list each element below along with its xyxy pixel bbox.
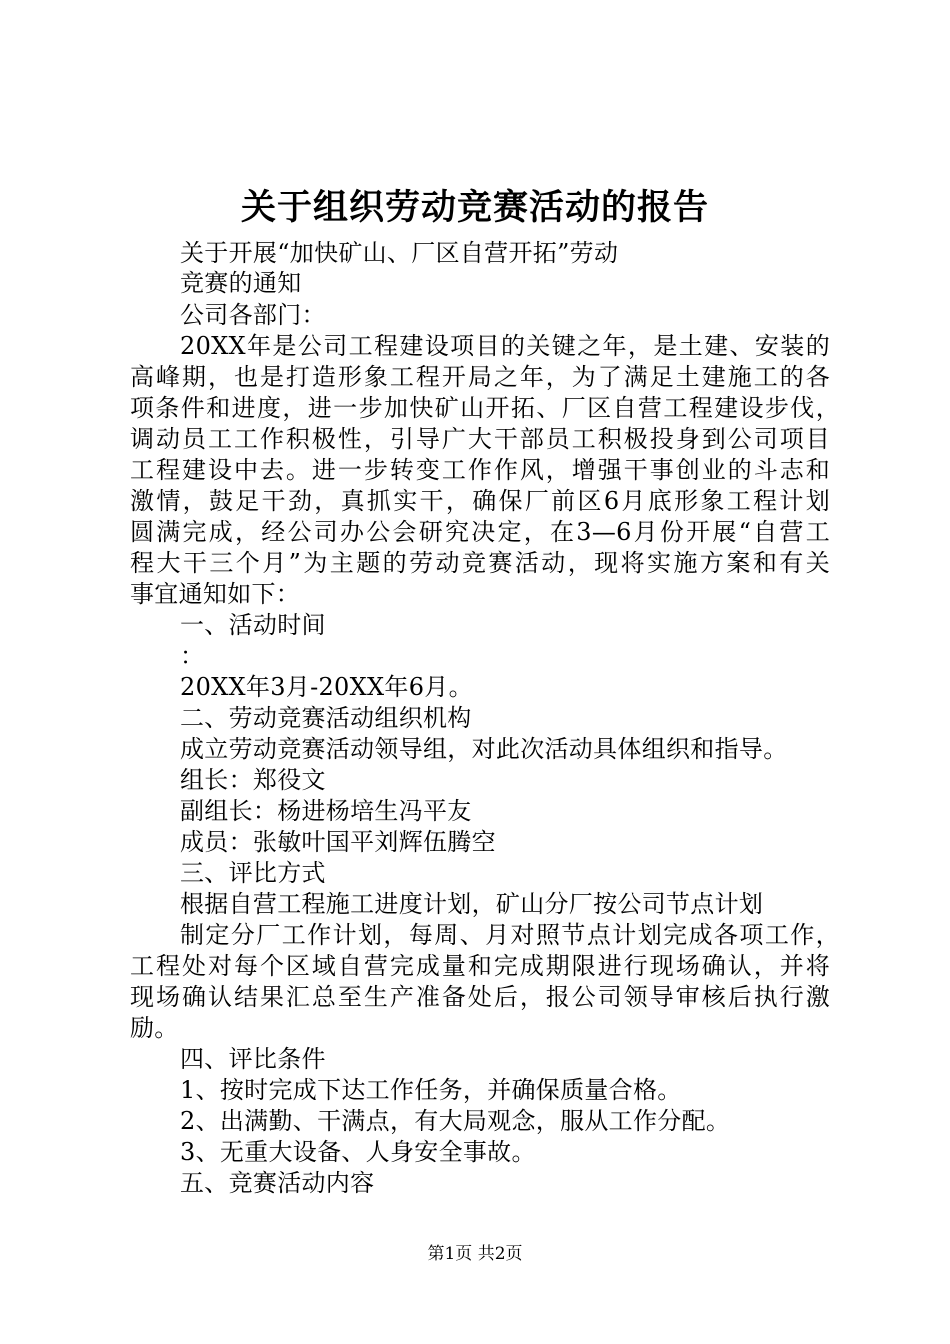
text-line: 成立劳动竞赛活动领导组，对此次活动具体组织和指导。 [180, 735, 788, 763]
text-line: 现场确认结果汇总至生产准备处后，报公司领导审核后执行激 [130, 983, 830, 1011]
document-title: 关于组织劳动竞赛活动的报告 [240, 187, 709, 228]
text-line: 激情，鼓足干劲，真抓实干，确保厂前区6月底形象工程计划 [130, 487, 830, 515]
page-footer: 第1页 共2页 [427, 1244, 523, 1264]
text-line: 副组长：杨进杨培生冯平友 [180, 797, 472, 825]
section-heading: 三、评比方式 [180, 859, 326, 887]
text-line: 制定分厂工作计划，每周、月对照节点计划完成各项工作， [180, 921, 840, 949]
text-line: 调动员工工作积极性，引导广大干部员工积极投身到公司项目 [130, 425, 830, 453]
list-item: 3、无重大设备、人身安全事故。 [180, 1138, 536, 1166]
text-line: 高峰期，也是打造形象工程开局之年，为了满足土建施工的各 [130, 363, 830, 391]
text-line: 励。 [130, 1014, 179, 1042]
section-heading: 五、竞赛活动内容 [180, 1169, 375, 1197]
text-line: ： [180, 642, 205, 670]
list-item: 2、出满勤、干满点，有大局观念，服从工作分配。 [180, 1107, 731, 1135]
text-line: 竞赛的通知 [180, 269, 302, 297]
text-line: 20XX年是公司工程建设项目的关键之年，是土建、安装的 [180, 332, 830, 360]
text-line: 20XX年3月-20XX年6月。 [180, 673, 473, 701]
text-line: 关于开展“加快矿山、厂区自营开拓”劳动 [180, 239, 619, 267]
text-line: 项条件和进度，进一步加快矿山开拓、厂区自营工程建设步伐， [130, 394, 840, 422]
text-line: 工程建设中去。进一步转变工作作风，增强干事创业的斗志和 [130, 456, 830, 484]
list-item: 1、按时完成下达工作任务，并确保质量合格。 [180, 1076, 682, 1104]
section-heading: 二、劳动竞赛活动组织机构 [180, 704, 472, 732]
text-line: 根据自营工程施工进度计划，矿山分厂按公司节点计划 [180, 890, 764, 918]
text-line: 组长：郑役文 [180, 766, 326, 794]
section-heading: 一、活动时间 [180, 611, 326, 639]
text-line: 程大干三个月”为主题的劳动竞赛活动，现将实施方案和有关 [130, 549, 830, 577]
text-line: 事宜通知如下： [130, 580, 301, 608]
text-line: 成员：张敏叶国平刘辉伍腾空 [180, 828, 496, 856]
text-line: 工程处对每个区域自营完成量和完成期限进行现场确认，并将 [130, 952, 830, 980]
text-line: 公司各部门： [180, 301, 326, 329]
section-heading: 四、评比条件 [180, 1045, 326, 1073]
text-line: 圆满完成，经公司办公会研究决定，在3—6月份开展“自营工 [130, 518, 830, 546]
